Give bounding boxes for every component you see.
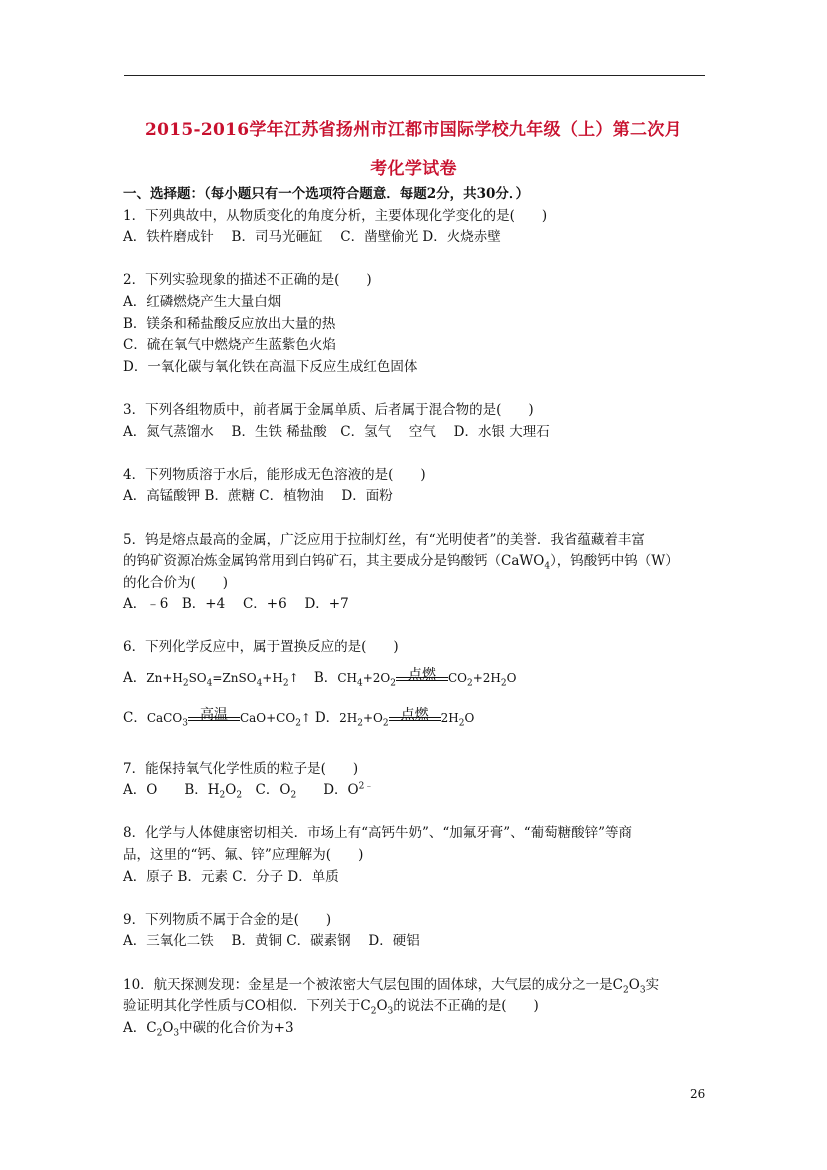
equation-b: $CH_4+2O_2$ 点燃 $CO_2+2H_2O$ bbox=[337, 671, 516, 685]
question-2-option-d: D．一氧化碳与氧化铁在高温下反应生成红色固体 bbox=[123, 358, 418, 375]
question-9-stem: 9．下列物质不属于合金的是( ) bbox=[123, 911, 332, 928]
question-6-options-cd bbox=[123, 703, 708, 733]
equation-d: $2H_2+O_2$ 点燃 $2H_2O$ bbox=[339, 711, 474, 725]
condition-label-d: 点燃 bbox=[400, 707, 429, 724]
option-c-label: C． bbox=[123, 710, 147, 727]
question-2-option-c: C．硫在氧气中燃烧产生蓝紫色火焰 bbox=[123, 337, 336, 354]
reaction-arrow-b bbox=[396, 663, 448, 693]
question-4-stem: 4．下列物质溶于水后，能形成无色溶液的是( ) bbox=[123, 466, 426, 483]
question-6-stem: 6．下列化学反应中，属于置换反应的是( ) bbox=[123, 639, 399, 656]
condition-label-b: 点燃 bbox=[407, 667, 436, 684]
section-heading: 一、选择题：（每小题只有一个选项符合题意．每题2分，共30分．） bbox=[123, 186, 530, 202]
question-5-line2: 的钨矿资源冶炼金属钨常用到白钨矿石，其主要成分是钨酸钙（CaWO$_4$），钨酸钙中钨（W） bbox=[123, 553, 679, 572]
question-8-line2: 品，这里的“钙、氟、锌”应理解为( ) bbox=[123, 847, 364, 864]
question-5-options: A．﹣6 B．+4 C．+6 D．+7 bbox=[123, 596, 349, 613]
question-3-stem: 3．下列各组物质中，前者属于金属单质、后者属于混合物的是( ) bbox=[123, 401, 534, 418]
question-1-options: A．铁杵磨成针 B．司马光砸缸 C．凿壁偷光 D．火烧赤壁 bbox=[123, 229, 501, 246]
question-1-stem: 1．下列典故中，从物质变化的角度分析，主要体现化学变化的是( ) bbox=[123, 207, 548, 224]
option-a-label: A． bbox=[123, 670, 147, 687]
question-2-option-b: B．镁条和稀盐酸反应放出大量的热 bbox=[123, 315, 336, 332]
condition-label-c: 高温 bbox=[199, 707, 228, 724]
question-6-options-ab bbox=[123, 663, 708, 693]
question-3-options: A．氮气蒸馏水 B．生铁 稀盐酸 C．氢气 空气 D．水银 大理石 bbox=[123, 423, 550, 440]
question-10-line1: 10．航天探测发现：金星是一个被浓密大气层包围的固体球，大气层的成分之一是$C_2O_3$实 bbox=[123, 976, 660, 996]
question-10-option-a: A．$C_2O_3$中碳的化合价为+3 bbox=[123, 1019, 294, 1039]
question-5-line1: 5．钨是熔点最高的金属，广泛应用于拉制灯丝，有“光明使者”的美誉．我省蕴藏着丰富 bbox=[123, 531, 645, 548]
question-7-stem: 7．能保持氧气化学性质的粒子是( ) bbox=[123, 760, 359, 777]
reaction-arrow-d bbox=[389, 703, 441, 733]
header-rule bbox=[124, 75, 705, 76]
reaction-arrow-c bbox=[188, 703, 240, 733]
page-title-line2: 考化学试卷 bbox=[370, 159, 457, 179]
question-5-line3: 的化合价为( ) bbox=[123, 574, 229, 591]
page-number: 26 bbox=[690, 1087, 706, 1101]
question-8-line1: 8．化学与人体健康密切相关．市场上有“高钙牛奶”、“加氟牙膏”、“葡萄糖酸锌”等商 bbox=[123, 825, 632, 842]
option-b-label: B． bbox=[313, 670, 338, 687]
question-9-options: A．三氧化二铁 B．黄铜 C．碳素钢 D．硬铝 bbox=[123, 933, 420, 950]
equation-a: $Zn+H_2SO_4=ZnSO_4+H_2↑$ bbox=[146, 671, 299, 689]
option-d-label: D． bbox=[314, 710, 340, 727]
question-7-options: A．O B．$H_2O_2$ C．$O_2$ D．$O^{2﹣}$ bbox=[123, 781, 374, 801]
question-4-options: A．高锰酸钾 B．蔗糖 C．植物油 D．面粉 bbox=[123, 488, 393, 505]
question-8-options: A．原子 B．元素 C．分子 D．单质 bbox=[123, 868, 339, 885]
question-2-stem: 2．下列实验现象的描述不正确的是( ) bbox=[123, 272, 372, 289]
question-10-line2: 验证明其化学性质与CO相似．下列关于$C_2O_3$的说法不正确的是( ) bbox=[123, 998, 539, 1017]
equation-c: CaCO$_3$ 高温 $CaO+CO_2↑$ bbox=[147, 711, 311, 725]
question-2-option-a: A．红磷燃烧产生大量白烟 bbox=[123, 293, 282, 310]
exam-content bbox=[123, 184, 708, 1039]
page-title-line1: 2015-2016学年江苏省扬州市江都市国际学校九年级（上）第二次月 bbox=[145, 120, 682, 140]
